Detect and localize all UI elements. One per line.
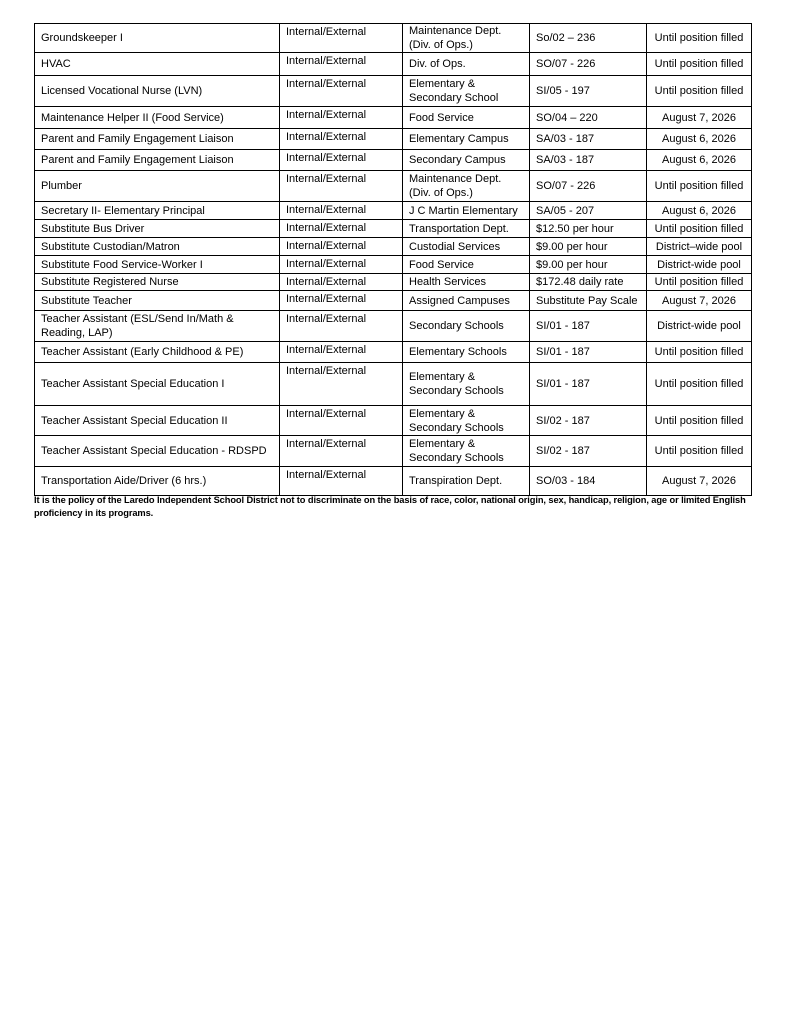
position-title: Secretary II- Elementary Principal xyxy=(41,204,205,217)
position-title-cell xyxy=(35,53,280,76)
pay-grade: SI/01 - 187 xyxy=(536,346,590,358)
posting-type-cell xyxy=(280,220,403,238)
position-location-cell xyxy=(403,256,530,274)
closing-date-cell xyxy=(647,220,752,238)
pay-grade-cell xyxy=(530,238,647,256)
table-row xyxy=(35,256,752,274)
pay-grade-cell xyxy=(530,220,647,238)
pay-grade: SO/04 – 220 xyxy=(536,111,598,124)
position-location: Elementary & Secondary Schools xyxy=(409,438,504,464)
closing-date-cell xyxy=(647,363,752,406)
pay-grade-cell xyxy=(530,107,647,129)
pay-grade: SO/07 - 226 xyxy=(536,180,596,192)
closing-date: August 6, 2026 xyxy=(661,133,736,145)
posting-type-cell xyxy=(280,76,403,107)
position-title-cell xyxy=(35,107,280,129)
pay-grade: SI/05 - 197 xyxy=(536,85,590,97)
position-title: Teacher Assistant (ESL/Send In/Math & Reading, LAP) xyxy=(41,313,234,339)
pay-grade-cell xyxy=(530,342,647,363)
posting-type-cell xyxy=(280,342,403,363)
pay-grade-cell xyxy=(530,406,647,436)
pay-grade-cell xyxy=(530,129,647,150)
posting-type-cell xyxy=(280,24,403,53)
posting-type-cell xyxy=(280,274,403,291)
position-title: Teacher Assistant Special Education II xyxy=(41,414,228,427)
position-title-cell xyxy=(35,76,280,107)
pay-grade: $172.48 daily rate xyxy=(536,276,624,288)
position-title: Licensed Vocational Nurse (LVN) xyxy=(41,85,203,97)
closing-date-cell xyxy=(647,436,752,467)
posting-type: Internal/External xyxy=(286,173,367,185)
posting-type-cell xyxy=(280,202,403,220)
posting-type-cell xyxy=(280,107,403,129)
position-location: Food Service xyxy=(409,111,474,124)
closing-date-cell xyxy=(647,274,752,291)
position-title-cell xyxy=(35,467,280,496)
table-row xyxy=(35,238,752,256)
position-location: Div. of Ops. xyxy=(409,58,466,70)
position-location: Elementary & Secondary Schools xyxy=(409,371,504,397)
pay-grade: SI/01 - 187 xyxy=(536,378,590,390)
table-row xyxy=(35,129,752,150)
pay-grade-cell xyxy=(530,76,647,107)
table-row xyxy=(35,220,752,238)
pay-grade-cell xyxy=(530,171,647,202)
closing-date-cell xyxy=(647,24,752,53)
position-location: Elementary & Secondary School xyxy=(409,78,499,104)
pay-grade: $9.00 per hour xyxy=(536,240,608,253)
position-title-cell xyxy=(35,24,280,53)
pay-grade: $12.50 per hour xyxy=(536,222,614,235)
table-row xyxy=(35,53,752,76)
position-location-cell xyxy=(403,342,530,363)
position-location: Secondary Campus xyxy=(409,154,506,166)
position-title-cell xyxy=(35,220,280,238)
closing-date: Until position filled xyxy=(654,180,744,192)
closing-date-cell xyxy=(647,202,752,220)
posting-type-cell xyxy=(280,436,403,467)
posting-type-cell xyxy=(280,129,403,150)
posting-type-cell xyxy=(280,291,403,311)
table-row xyxy=(35,311,752,342)
closing-date-cell xyxy=(647,171,752,202)
posting-type: Internal/External xyxy=(286,293,367,305)
pay-grade: SO/03 - 184 xyxy=(536,475,596,487)
posting-type: Internal/External xyxy=(286,240,367,252)
posting-type: Internal/External xyxy=(286,222,367,234)
closing-date-cell xyxy=(647,150,752,171)
posting-type-cell xyxy=(280,406,403,436)
position-title: HVAC xyxy=(41,58,71,70)
position-title-cell xyxy=(35,202,280,220)
position-location: Secondary Schools xyxy=(409,320,504,332)
position-title-cell xyxy=(35,342,280,363)
posting-type-cell xyxy=(280,150,403,171)
posting-type-cell xyxy=(280,171,403,202)
position-title-cell xyxy=(35,274,280,291)
table-row xyxy=(35,342,752,363)
posting-type: Internal/External xyxy=(286,78,367,90)
closing-date-cell xyxy=(647,107,752,129)
table-row xyxy=(35,406,752,436)
pay-grade: Substitute Pay Scale xyxy=(536,294,638,307)
position-location-cell xyxy=(403,53,530,76)
closing-date: Until position filled xyxy=(654,32,744,44)
pay-grade-cell xyxy=(530,256,647,274)
position-location-cell xyxy=(403,436,530,467)
posting-type: Internal/External xyxy=(286,204,367,216)
pay-grade: $9.00 per hour xyxy=(536,258,608,271)
position-title: Teacher Assistant (Early Childhood & PE) xyxy=(41,346,244,358)
position-title-cell xyxy=(35,171,280,202)
position-location: Transpiration Dept. xyxy=(409,475,503,487)
posting-type: Internal/External xyxy=(286,469,367,481)
closing-date-cell xyxy=(647,291,752,311)
posting-type: Internal/External xyxy=(286,152,367,164)
position-title: Transportation Aide/Driver (6 hrs.) xyxy=(41,475,207,487)
position-location-cell xyxy=(403,363,530,406)
closing-date: August 6, 2026 xyxy=(661,154,736,166)
posting-type-cell xyxy=(280,311,403,342)
position-title: Plumber xyxy=(41,180,82,192)
position-location: Maintenance Dept. (Div. of Ops.) xyxy=(409,173,502,199)
table-row xyxy=(35,171,752,202)
position-title-cell xyxy=(35,363,280,406)
pay-grade-cell xyxy=(530,53,647,76)
table-row xyxy=(35,274,752,291)
posting-type: Internal/External xyxy=(286,276,367,288)
position-location-cell xyxy=(403,311,530,342)
position-location-cell xyxy=(403,220,530,238)
position-title-cell xyxy=(35,238,280,256)
position-location-cell xyxy=(403,238,530,256)
position-title: Substitute Teacher xyxy=(41,294,132,307)
closing-date: August 6, 2026 xyxy=(661,204,736,217)
position-title: Teacher Assistant Special Education I xyxy=(41,378,225,390)
position-title-cell xyxy=(35,311,280,342)
pay-grade: SO/07 - 226 xyxy=(536,58,596,70)
closing-date-cell xyxy=(647,238,752,256)
posting-type-cell xyxy=(280,467,403,496)
posting-type: Internal/External xyxy=(286,365,367,377)
table-row xyxy=(35,107,752,129)
nondiscrimination-notice: It is the policy of the Laredo Independent School District not to discriminate on the basis of race, color, national origin, sex, handicap, religion, age or limited English proficiency in its programs. xyxy=(34,495,746,518)
position-title: Maintenance Helper II (Food Service) xyxy=(41,111,224,124)
closing-date-cell xyxy=(647,129,752,150)
closing-date: Until position filled xyxy=(654,222,744,235)
posting-type-cell xyxy=(280,256,403,274)
position-location-cell xyxy=(403,171,530,202)
pay-grade-cell xyxy=(530,311,647,342)
position-title-cell xyxy=(35,436,280,467)
position-title: Groundskeeper I xyxy=(41,32,123,44)
position-location-cell xyxy=(403,107,530,129)
posting-type: Internal/External xyxy=(286,313,367,325)
pay-grade-cell xyxy=(530,24,647,53)
position-title-cell xyxy=(35,291,280,311)
position-location-cell xyxy=(403,406,530,436)
closing-date-cell xyxy=(647,342,752,363)
position-title: Substitute Custodian/Matron xyxy=(41,240,180,253)
closing-date: August 7, 2026 xyxy=(661,111,736,124)
posting-type: Internal/External xyxy=(286,109,367,121)
position-title: Substitute Registered Nurse xyxy=(41,276,179,288)
position-title-cell xyxy=(35,150,280,171)
table-row xyxy=(35,150,752,171)
pay-grade-cell xyxy=(530,436,647,467)
position-title-cell xyxy=(35,129,280,150)
table-row xyxy=(35,291,752,311)
closing-date-cell xyxy=(647,256,752,274)
position-location: Elementary Campus xyxy=(409,133,509,145)
closing-date: District–wide pool xyxy=(655,240,743,253)
position-title: Parent and Family Engagement Liaison xyxy=(41,154,234,166)
posting-type-cell xyxy=(280,53,403,76)
posting-type: Internal/External xyxy=(286,131,367,143)
posting-type: Internal/External xyxy=(286,438,367,450)
position-title: Substitute Food Service-Worker I xyxy=(41,258,203,271)
table-row xyxy=(35,436,752,467)
pay-grade-cell xyxy=(530,202,647,220)
closing-date-cell xyxy=(647,311,752,342)
closing-date: District-wide pool xyxy=(657,258,741,271)
posting-type: Internal/External xyxy=(286,408,367,420)
closing-date: Until position filled xyxy=(654,346,744,358)
closing-date: August 7, 2026 xyxy=(661,475,736,487)
pay-grade: So/02 – 236 xyxy=(536,32,596,44)
position-location-cell xyxy=(403,129,530,150)
pay-grade: SI/02 - 187 xyxy=(536,414,590,427)
pay-grade: SI/01 - 187 xyxy=(536,320,590,332)
position-location: Food Service xyxy=(409,258,474,271)
position-location-cell xyxy=(403,76,530,107)
closing-date: Until position filled xyxy=(654,445,744,457)
position-title: Substitute Bus Driver xyxy=(41,222,145,235)
table-row xyxy=(35,363,752,406)
closing-date-cell xyxy=(647,76,752,107)
table-row xyxy=(35,24,752,53)
closing-date: Until position filled xyxy=(654,58,744,70)
closing-date: Until position filled xyxy=(654,414,744,427)
position-location: Health Services xyxy=(409,276,487,288)
pay-grade: SA/03 - 187 xyxy=(536,154,595,166)
position-location: Elementary Schools xyxy=(409,346,507,358)
pay-grade-cell xyxy=(530,467,647,496)
closing-date-cell xyxy=(647,406,752,436)
position-location-cell xyxy=(403,274,530,291)
posting-type-cell xyxy=(280,238,403,256)
pay-grade-cell xyxy=(530,363,647,406)
position-location: Transportation Dept. xyxy=(409,222,509,235)
pay-grade: SA/05 - 207 xyxy=(536,204,595,217)
posting-type-cell xyxy=(280,363,403,406)
position-title: Parent and Family Engagement Liaison xyxy=(41,133,234,145)
pay-grade-cell xyxy=(530,291,647,311)
posting-type: Internal/External xyxy=(286,26,367,38)
position-location: Assigned Campuses xyxy=(409,294,510,307)
posting-type: Internal/External xyxy=(286,55,367,67)
posting-type: Internal/External xyxy=(286,344,367,356)
pay-grade-cell xyxy=(530,274,647,291)
table-row xyxy=(35,467,752,496)
closing-date: District-wide pool xyxy=(657,320,741,332)
closing-date-cell xyxy=(647,467,752,496)
position-location-cell xyxy=(403,202,530,220)
pay-grade: SA/03 - 187 xyxy=(536,133,595,145)
job-postings-body xyxy=(35,24,752,496)
position-location-cell xyxy=(403,291,530,311)
position-location: Maintenance Dept. (Div. of Ops.) xyxy=(409,25,502,51)
position-location-cell xyxy=(403,150,530,171)
position-title: Teacher Assistant Special Education - RDSPD xyxy=(41,445,267,457)
closing-date-cell xyxy=(647,53,752,76)
position-location-cell xyxy=(403,24,530,53)
closing-date: Until position filled xyxy=(654,378,744,390)
position-location: Custodial Services xyxy=(409,240,501,253)
position-title-cell xyxy=(35,406,280,436)
job-postings-table xyxy=(34,23,752,496)
table-row xyxy=(35,202,752,220)
position-location: J C Martin Elementary xyxy=(409,204,518,217)
table-row xyxy=(35,76,752,107)
position-location-cell xyxy=(403,467,530,496)
position-title-cell xyxy=(35,256,280,274)
closing-date: Until position filled xyxy=(654,276,744,288)
position-location: Elementary & Secondary Schools xyxy=(409,407,504,434)
posting-type: Internal/External xyxy=(286,258,367,270)
pay-grade-cell xyxy=(530,150,647,171)
closing-date: August 7, 2026 xyxy=(661,294,736,307)
closing-date: Until position filled xyxy=(654,85,744,97)
pay-grade: SI/02 - 187 xyxy=(536,445,590,457)
